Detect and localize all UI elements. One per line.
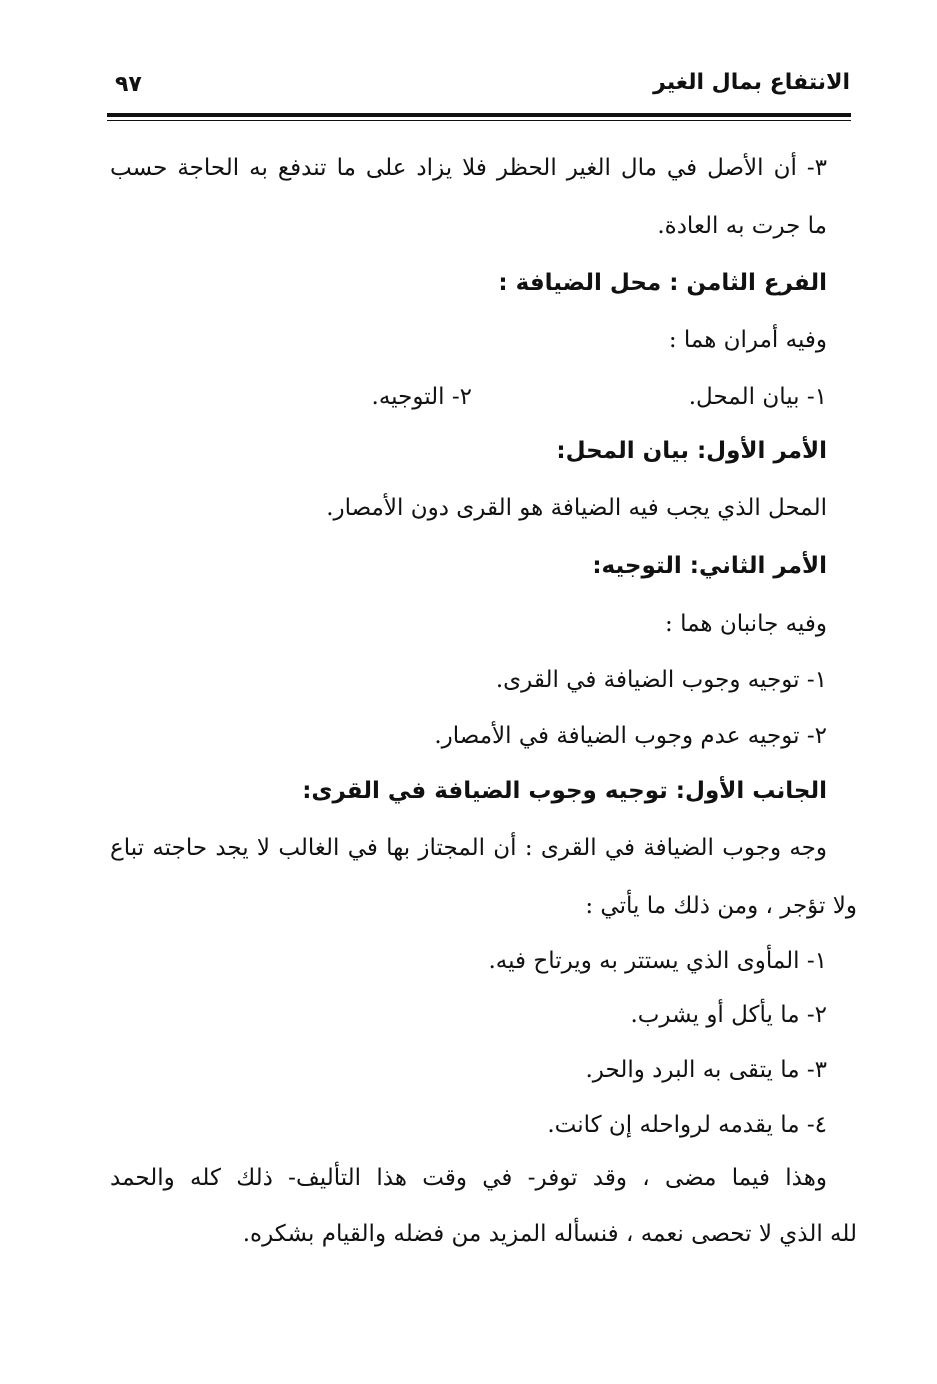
paragraph-line: وفيه أمران هما : bbox=[668, 327, 827, 353]
header-title: الانتفاع بمال الغير bbox=[653, 70, 850, 95]
paragraph-line: وجه وجوب الضيافة في القرى : أن المجتاز بها في الغالب لا يجد حاجته تباع bbox=[110, 835, 827, 861]
list-item: ٤- ما يقدمه لرواحله إن كانت. bbox=[547, 1112, 827, 1138]
list-item: ١- توجيه وجوب الضيافة في القرى. bbox=[495, 667, 827, 693]
header-rule-thin bbox=[107, 120, 851, 121]
list-item: ٣- ما يتقى به البرد والحر. bbox=[585, 1057, 827, 1083]
section-heading: الأمر الثاني: التوجيه: bbox=[592, 553, 827, 579]
list-item: ٢- توجيه عدم وجوب الضيافة في الأمصار. bbox=[434, 723, 827, 749]
section-heading: الجانب الأول: توجيه وجوب الضيافة في القرى: bbox=[302, 778, 827, 804]
list-item: ٢- ما يأكل أو يشرب. bbox=[630, 1002, 827, 1028]
paragraph-line: وهذا فيما مضى ، وقد توفر- في وقت هذا التأليف- ذلك كله والحمد bbox=[110, 1165, 827, 1191]
paragraph-line: المحل الذي يجب فيه الضيافة هو القرى دون الأمصار. bbox=[326, 495, 827, 521]
running-header bbox=[100, 68, 850, 108]
page-number: ٩٧ bbox=[115, 72, 142, 97]
list-item: ١- المأوى الذي يستتر به ويرتاح فيه. bbox=[488, 948, 827, 974]
section-heading: الفرع الثامن : محل الضيافة : bbox=[498, 270, 827, 296]
paragraph-line: ما جرت به العادة. bbox=[657, 213, 827, 239]
paragraph-line: ٣- أن الأصل في مال الغير الحظر فلا يزاد على ما تندفع به الحاجة حسب bbox=[110, 155, 827, 181]
paragraph-line: لله الذي لا تحصى نعمه ، فنسأله المزيد من فضله والقيام بشكره. bbox=[242, 1221, 857, 1247]
paragraph-line: ولا تؤجر ، ومن ذلك ما يأتي : bbox=[585, 893, 857, 919]
list-item: ٢- التوجيه. bbox=[371, 384, 472, 410]
paragraph-line: وفيه جانبان هما : bbox=[665, 611, 827, 637]
section-heading: الأمر الأول: بيان المحل: bbox=[556, 438, 827, 464]
list-item: ١- بيان المحل. bbox=[688, 384, 827, 410]
header-rule-thick bbox=[107, 113, 851, 117]
